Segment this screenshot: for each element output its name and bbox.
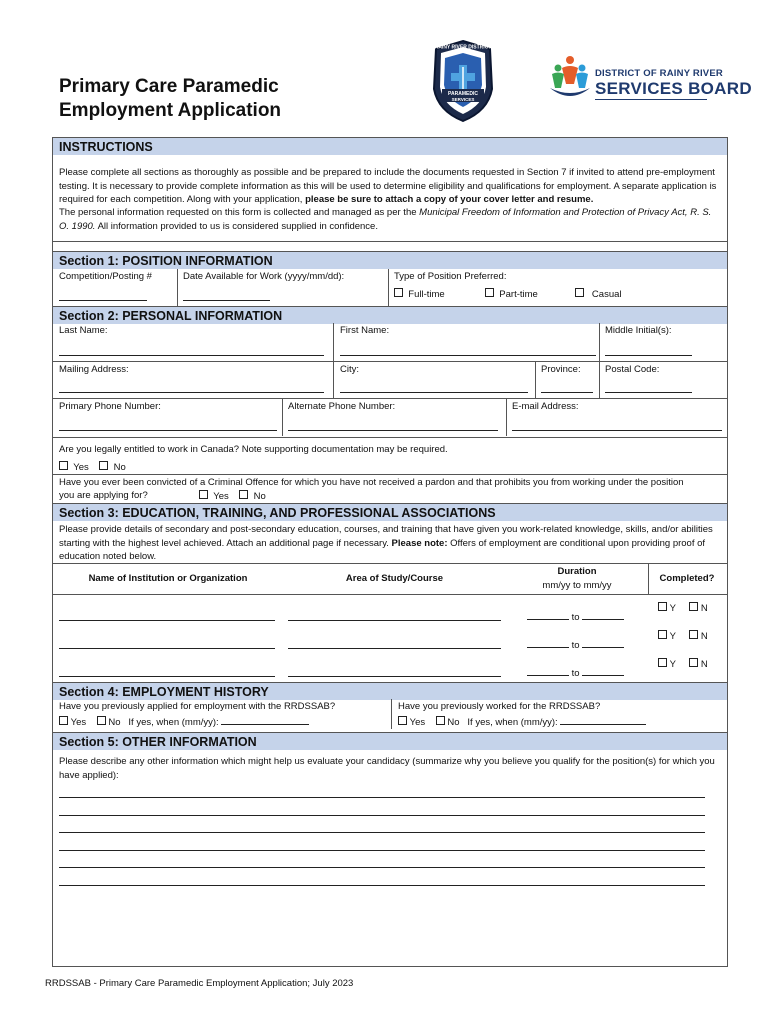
email-input[interactable] [512, 430, 722, 431]
col-area-of-study: Area of Study/Course [345, 573, 444, 584]
row-1-y-checkbox[interactable] [658, 602, 667, 611]
position-type-label: Type of Position Preferred: [394, 271, 507, 282]
divider [53, 398, 727, 399]
page-footer: RRDSSAB - Primary Care Paramedic Employment Application; July 2023 [45, 978, 354, 989]
applied-options [59, 714, 309, 729]
applied-no-checkbox[interactable] [97, 716, 106, 725]
divider [535, 361, 536, 399]
instructions-text-2c: All information provided to us is considered supplied in confidence. [95, 220, 378, 232]
criminal-no-checkbox[interactable] [239, 490, 248, 499]
email-label: E-mail Address: [512, 401, 579, 412]
postal-code-input[interactable] [605, 392, 692, 393]
worked-no-checkbox[interactable] [436, 716, 445, 725]
n-label: N [700, 631, 708, 642]
divider [53, 474, 727, 475]
form-title [59, 75, 281, 123]
badge-text-bottom-2: SERVICES [451, 97, 475, 102]
n-label: N [700, 603, 708, 614]
criminal-yes-label: Yes [213, 491, 229, 502]
first-name-input[interactable] [340, 355, 596, 356]
education-row-1-completed [658, 602, 708, 615]
y-label: Y [669, 631, 676, 642]
divider [53, 241, 727, 242]
section5-heading: Section 5: OTHER INFORMATION [53, 733, 727, 750]
divider [53, 361, 727, 362]
paramedic-badge-logo [428, 39, 498, 123]
postal-code-label: Postal Code: [605, 364, 660, 375]
instructions-paragraph-1 [59, 166, 723, 207]
title-line-2: Employment Application [59, 100, 282, 121]
mailing-address-input[interactable] [59, 392, 324, 393]
option-full-time[interactable] [394, 288, 445, 301]
part-time-label: Part-time [499, 289, 538, 300]
full-time-checkbox[interactable] [394, 288, 403, 297]
section1-heading: Section 1: POSITION INFORMATION [53, 252, 727, 269]
education-row-2-completed [658, 630, 708, 643]
criminal-question-line-2 [59, 490, 148, 502]
education-row-3-area[interactable] [288, 676, 501, 677]
city-input[interactable] [340, 392, 528, 393]
applied-yes-label: Yes [70, 717, 87, 728]
n-label: N [700, 659, 708, 670]
applied-yes-checkbox[interactable] [59, 716, 68, 725]
badge-text-bottom-1: PARAMEDIC [448, 91, 478, 97]
applied-question: Have you previously applied for employment with the RRDSSAB? [59, 701, 336, 712]
province-input[interactable] [541, 392, 593, 393]
part-time-checkbox[interactable] [485, 288, 494, 297]
last-name-input[interactable] [59, 355, 324, 356]
to-label: to [571, 640, 580, 651]
casual-checkbox[interactable] [575, 288, 584, 297]
date-available-label: Date Available for Work (yyyy/mm/dd): [183, 271, 345, 282]
worked-yes-label: Yes [409, 717, 426, 728]
instructions-text-2a: The personal information requested on this form is collected and managed as per the [59, 207, 420, 218]
instructions-heading: INSTRUCTIONS [53, 138, 727, 155]
mailing-address-label: Mailing Address: [59, 364, 129, 375]
middle-initial-label: Middle Initial(s): [605, 325, 672, 336]
first-name-label: First Name: [340, 325, 390, 336]
full-time-label: Full-time [408, 289, 445, 300]
education-row-1-area[interactable] [288, 620, 501, 621]
divider [282, 398, 283, 436]
casual-label: Casual [591, 289, 622, 300]
city-label: City: [340, 364, 359, 375]
legal-no-checkbox[interactable] [99, 461, 108, 470]
divider [53, 437, 727, 438]
middle-initial-input[interactable] [605, 355, 692, 356]
education-row-3-institution[interactable] [59, 676, 275, 677]
divider [506, 398, 507, 436]
education-intro-b: Please note: [391, 537, 448, 549]
legal-yes-label: Yes [73, 462, 89, 473]
other-info-line[interactable] [59, 885, 705, 886]
education-intro-a: Please provide details of secondary and post-secondary education, courses, and training that have given you work-related knowledge, skills, and/or abilities starting with the highest level achieved. Attach an additional page if necessary. [59, 524, 713, 549]
to-label: to [571, 612, 580, 623]
col-completed: Completed? [659, 573, 715, 584]
other-info-line[interactable] [59, 797, 705, 798]
section3-heading: Section 3: EDUCATION, TRAINING, AND PROFESSIONAL ASSOCIATIONS [53, 504, 727, 521]
education-row-2-institution[interactable] [59, 648, 275, 649]
education-row-2-area[interactable] [288, 648, 501, 649]
education-row-1-institution[interactable] [59, 620, 275, 621]
primary-phone-input[interactable] [59, 430, 277, 431]
section4-heading: Section 4: EMPLOYMENT HISTORY [53, 683, 727, 700]
education-intro-c: Offers of employment are conditional upon providing proof of education noted below. [59, 537, 706, 562]
legal-yes-checkbox[interactable] [59, 461, 68, 470]
row-3-y-checkbox[interactable] [658, 658, 667, 667]
criminal-question-text: you are applying for? [59, 490, 148, 501]
option-part-time[interactable] [485, 288, 538, 301]
services-board-people-icon [548, 54, 592, 104]
province-label: Province: [541, 364, 581, 375]
row-2-y-checkbox[interactable] [658, 630, 667, 639]
date-available-input[interactable] [183, 300, 270, 301]
instructions-text-1b: please be sure to attach a copy of your cover letter and resume. [305, 194, 594, 205]
divider [599, 323, 600, 361]
other-info-line[interactable] [59, 832, 705, 833]
divider [388, 269, 389, 307]
col-duration-sub: mm/yy to mm/yy [542, 580, 612, 591]
education-row-3-duration[interactable] [527, 665, 624, 680]
primary-phone-label: Primary Phone Number: [59, 401, 161, 412]
education-row-2-duration[interactable] [527, 637, 624, 652]
y-label: Y [669, 659, 676, 670]
col-institution: Name of Institution or Organization [88, 573, 248, 584]
instructions-text-1a: Please complete all sections as thoroughly as possible and be prepared to include the documents requested in Section 7 if invited to attend pre-employment testing. It is necessary to provide complete information as this will be used to determine eligibility and qualifications for employment. A separate application is required for each competition. Along with your application, [59, 167, 717, 205]
education-intro [59, 523, 723, 564]
to-label: to [571, 668, 580, 679]
alternate-phone-input[interactable] [288, 430, 498, 431]
divider [391, 699, 392, 729]
last-name-label: Last Name: [59, 325, 108, 336]
row-1-n-checkbox[interactable] [689, 602, 698, 611]
instructions-paragraph-2 [59, 206, 723, 233]
criminal-options [199, 490, 266, 503]
worked-options [398, 714, 646, 729]
education-row-3-completed [658, 658, 708, 671]
legal-entitlement-options [59, 461, 126, 474]
divider [599, 361, 600, 399]
worked-when-label: If yes, when (mm/yy): [467, 717, 558, 728]
other-info-line[interactable] [59, 850, 705, 851]
criminal-no-label: No [253, 491, 266, 502]
instructions-text-2b: Municipal Freedom of Information and Protection of Privacy Act, R. S. O. 1990. [59, 207, 712, 232]
other-info-line[interactable] [59, 815, 705, 816]
worked-yes-checkbox[interactable] [398, 716, 407, 725]
divider [177, 269, 178, 307]
board-underline [595, 99, 707, 100]
board-name-line-1: DISTRICT OF RAINY RIVER [595, 68, 723, 79]
option-casual[interactable] [575, 288, 622, 301]
row-3-n-checkbox[interactable] [689, 658, 698, 667]
education-row-1-duration[interactable] [527, 609, 624, 624]
competition-label: Competition/Posting # [59, 271, 152, 282]
other-info-line[interactable] [59, 867, 705, 868]
worked-when-input[interactable] [560, 714, 646, 725]
divider [53, 594, 727, 595]
divider [53, 563, 727, 564]
title-line-1: Primary Care Paramedic [59, 76, 279, 97]
criminal-yes-checkbox[interactable] [199, 490, 208, 499]
criminal-question-line-1: Have you ever been convicted of a Criminal Offence for which you have not received a pardon and that prohibits you from working under the position [59, 477, 684, 488]
worked-no-label: No [447, 717, 460, 728]
legal-no-label: No [113, 462, 126, 473]
divider [333, 361, 334, 399]
applied-when-input[interactable] [221, 714, 309, 725]
board-name-line-2: SERVICES BOARD [595, 79, 752, 98]
section2-heading: Section 2: PERSONAL INFORMATION [53, 307, 727, 324]
applied-when-label: If yes, when (mm/yy): [128, 717, 219, 728]
y-label: Y [669, 603, 676, 614]
legal-entitlement-question: Are you legally entitled to work in Canada? Note supporting documentation may be required. [59, 444, 448, 455]
row-2-n-checkbox[interactable] [689, 630, 698, 639]
competition-input[interactable] [59, 300, 147, 301]
col-duration: Duration [557, 566, 597, 577]
alternate-phone-label: Alternate Phone Number: [288, 401, 396, 412]
divider [333, 323, 334, 361]
other-info-prompt: Please describe any other information which might help us evaluate your candidacy (summarize why you believe you qualify for the position(s) for which you have applied): [59, 756, 715, 781]
badge-text-top: RAINY RIVER DISTRICT [434, 44, 492, 51]
applied-no-label: No [108, 717, 121, 728]
worked-question: Have you previously worked for the RRDSSAB? [398, 701, 601, 712]
